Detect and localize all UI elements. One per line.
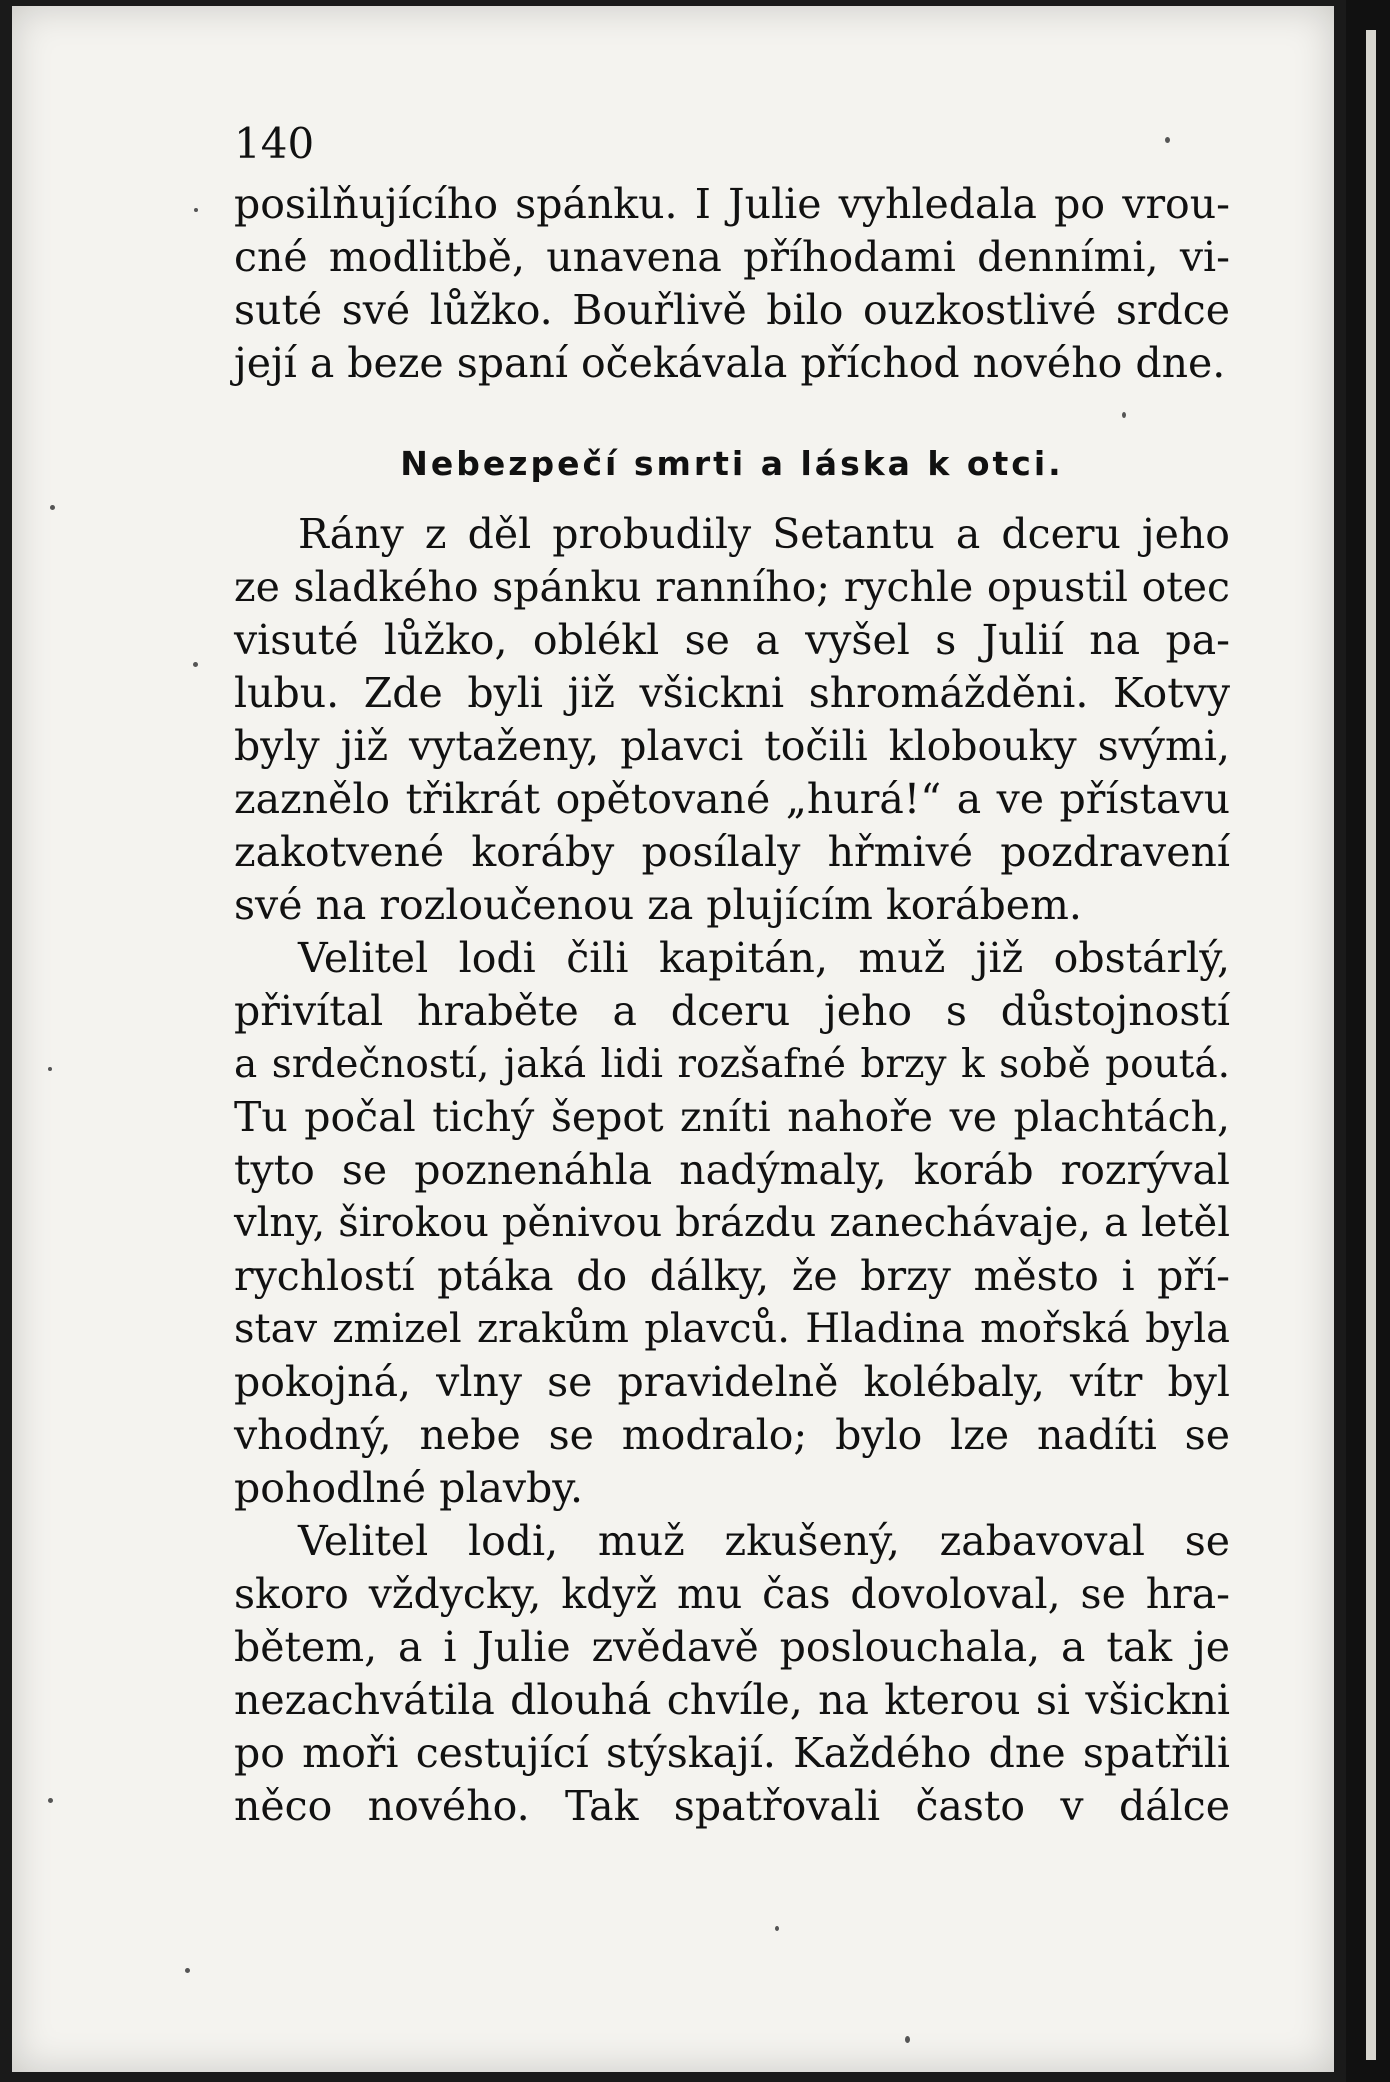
text-line: přivítal hraběte a dceru jeho s důstojností (234, 987, 1230, 1035)
scan-speck (48, 1798, 53, 1803)
scan-speck (194, 208, 198, 212)
text-line: své na rozloučenou za plujícím korábem. (234, 881, 1082, 929)
text-line: visuté lůžko, oblékl se a vyšel s Julií na pa- (234, 616, 1230, 664)
text-line: suté své lůžko. Bouřlivě bilo ouzkostlivé srdce (234, 286, 1230, 334)
page-edge-shadow (1346, 0, 1390, 2082)
text-line: zakotvené koráby posílaly hřmivé pozdravení (234, 828, 1230, 876)
text-line: stav zmizel zrakům plavců. Hladina mořská byla (234, 1306, 1230, 1352)
text-line: Tu počal tichý šepot zníti nahoře ve plachtách, (234, 1093, 1230, 1141)
text-line: posilňujícího spánku. I Julie vyhledala po vrou- (234, 180, 1230, 228)
text-line: rychlostí ptáka do dálky, že brzy město i pří- (234, 1252, 1230, 1300)
page-number: 140 (234, 119, 315, 168)
text-line: její a beze spaní očekávala příchod nového dne. (234, 339, 1226, 387)
text-line: bětem, a i Julie zvědavě poslouchala, a tak je (234, 1623, 1230, 1671)
text-line: Velitel lodi, muž zkušený, zabavoval se (298, 1517, 1230, 1565)
text-line: ze sladkého spánku ranního; rychle opustil otec (234, 563, 1230, 611)
text-line: tyto se poznenáhla nadýmaly, koráb rozrýval (234, 1146, 1230, 1194)
section-heading: Nebezpečí smrti a láska k otci. (400, 444, 1064, 483)
scan-speck (193, 662, 198, 667)
text-line: vhodný, nebe se modralo; bylo lze nadíti se (234, 1411, 1230, 1459)
text-line: lubu. Zde byli již všickni shromážděni. Kotvy (234, 669, 1230, 717)
intro-paragraph (234, 178, 1230, 390)
scan-speck (905, 2036, 910, 2043)
text-line: pohodlné plavby. (234, 1464, 584, 1512)
page-text (234, 118, 1230, 1833)
scan-speck (48, 1067, 52, 1071)
text-line: po moři cestující stýskají. Každého dne spatřili (234, 1729, 1230, 1777)
scan-speck (185, 1968, 190, 1973)
next-page-edge (1366, 30, 1376, 2060)
text-line: pokojná, vlny se pravidelně kolébaly, vítr byl (234, 1358, 1230, 1406)
text-line: něco nového. Tak spatřovali často v dálce (234, 1782, 1230, 1830)
text-line: zaznělo třikrát opětované „hurá!“ a ve přístavu (234, 775, 1230, 823)
text-line: vlny, širokou pěnivou brázdu zanechávaje, a letěl (234, 1200, 1230, 1246)
text-line: cné modlitbě, unavena příhodami denními, vi- (234, 233, 1230, 281)
text-line: nezachvátila dlouhá chvíle, na kterou si všickni (234, 1676, 1230, 1724)
scan-speck (50, 505, 55, 510)
section-body (234, 508, 1230, 1833)
text-line: a srdečností, jaká lidi rozšafné brzy k sobě poutá. (234, 1042, 1230, 1087)
scan-speck (775, 1926, 779, 1931)
text-line: Rány z děl probudily Setantu a dceru jeho (298, 510, 1230, 558)
text-line: skoro vždycky, když mu čas dovoloval, se hra- (234, 1570, 1230, 1618)
text-line: Velitel lodi čili kapitán, muž již obstárlý, (298, 934, 1230, 982)
text-line: byly již vytaženy, plavci točili klobouky svými, (234, 722, 1230, 770)
